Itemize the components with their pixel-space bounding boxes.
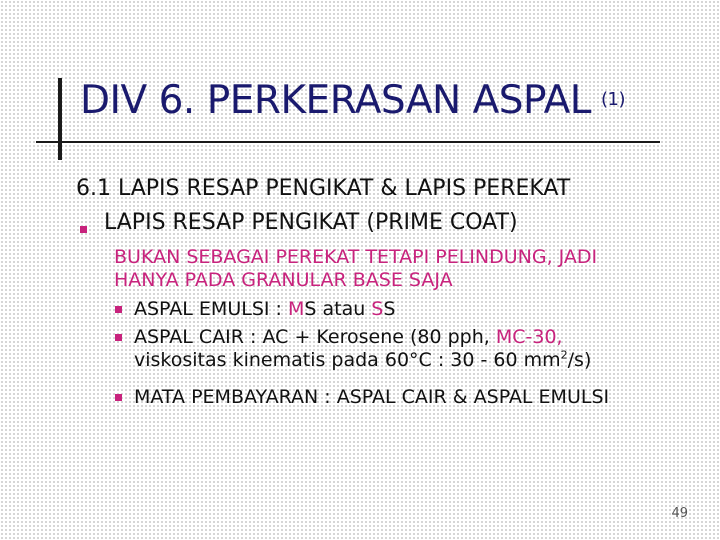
note-line-1: BUKAN SEBAGAI PEREKAT TETAPI PELINDUNG, JADI bbox=[114, 246, 598, 268]
slide-title bbox=[80, 78, 625, 123]
slide-title-suffix: (1) bbox=[600, 89, 625, 110]
page-number: 49 bbox=[671, 506, 688, 521]
subheading: LAPIS RESAP PENGIKAT (PRIME COAT) bbox=[104, 210, 518, 235]
item-aspal-emulsi: ASPAL EMULSI : MS atau SS bbox=[134, 298, 396, 320]
bullet-square-icon bbox=[115, 394, 122, 401]
note-text bbox=[114, 246, 597, 292]
item-mata-pembayaran: MATA PEMBAYARAN : ASPAL CAIR & ASPAL EMULSI bbox=[134, 386, 610, 408]
item-aspal-cair-line-1: ASPAL CAIR : AC + Kerosene (80 pph, MC-30, bbox=[134, 326, 563, 348]
bullet-square-icon bbox=[80, 226, 87, 233]
section-heading: 6.1 LAPIS RESAP PENGIKAT & LAPIS PEREKAT bbox=[76, 176, 571, 201]
title-horizontal-rule bbox=[36, 141, 660, 143]
slide-title-main: DIV 6. PERKERASAN ASPAL bbox=[80, 78, 591, 123]
title-vertical-rule bbox=[58, 78, 62, 160]
note-line-2: HANYA PADA GRANULAR BASE SAJA bbox=[114, 269, 453, 291]
bullet-square-icon bbox=[115, 306, 122, 313]
item-aspal-cair-line-2: viskositas kinematis pada 60°C : 30 - 60 $mm^2/s$) bbox=[134, 348, 592, 371]
item-aspal-cair bbox=[134, 326, 591, 372]
bullet-square-icon bbox=[115, 334, 122, 341]
